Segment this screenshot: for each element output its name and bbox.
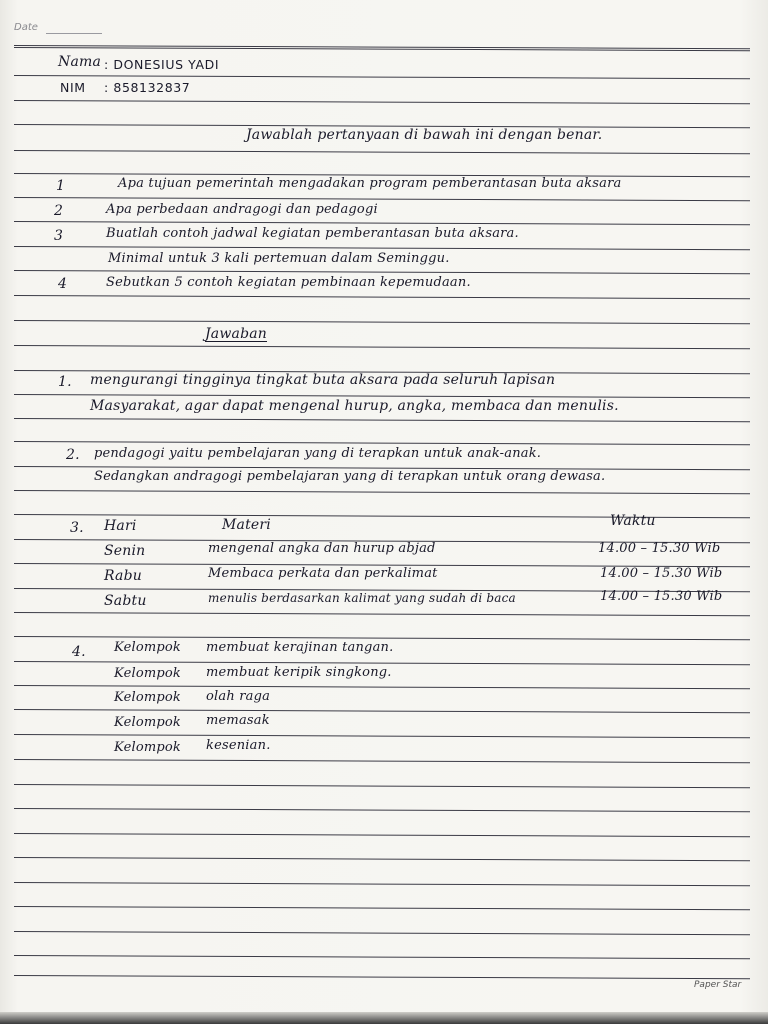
schedule-materi: mengenal angka dan hurup abjad: [208, 541, 436, 556]
rule-line: [14, 441, 750, 445]
rule-line: [14, 197, 750, 201]
activity-group: Kelompok: [114, 740, 181, 755]
rule-line: [14, 221, 750, 225]
schedule-time: 14.00 – 15.30 Wib: [600, 566, 723, 581]
question-text: Apa tujuan pemerintah mengadakan program pemberantasan buta aksara: [118, 176, 622, 191]
rule-line: [14, 320, 750, 324]
rule-line: [14, 345, 750, 349]
question-number: 3: [54, 228, 64, 244]
rule-line: [14, 45, 750, 51]
schedule-time: 14.00 – 15.30 Wib: [598, 541, 721, 556]
nim-value: : 858132837: [104, 80, 191, 95]
activity-group: Kelompok: [114, 666, 181, 681]
answers-heading: Jawaban: [205, 326, 268, 342]
answer-line: mengurangi tingginya tingkat buta aksara pada seluruh lapisan: [90, 372, 556, 388]
question-number: 1: [56, 178, 66, 194]
rule-line: [14, 270, 750, 274]
schedule-header-waktu: Waktu: [610, 513, 656, 529]
question-number: 2: [54, 203, 64, 219]
answer-line: pendagogi yaitu pembelajaran yang di terapkan untuk anak-anak.: [94, 446, 542, 461]
footer-brand: Paper Star: [694, 980, 742, 990]
rule-line: [14, 418, 750, 422]
question-text: Sebutkan 5 contoh kegiatan pembinaan kepemudaan.: [106, 275, 471, 290]
answer-number: 2.: [66, 447, 80, 463]
rule-line: [14, 100, 750, 104]
rule-line: [14, 833, 750, 837]
rule-line: [14, 759, 750, 763]
activity-text: kesenian.: [206, 738, 271, 753]
rule-line: [14, 906, 750, 910]
activity-group: Kelompok: [114, 640, 181, 655]
rule-line: [14, 490, 750, 494]
page-bottom-edge: [0, 1012, 768, 1024]
rule-line: [14, 784, 750, 788]
schedule-header-day: Hari: [104, 518, 137, 534]
rule-line: [14, 734, 750, 738]
activity-text: memasak: [206, 713, 270, 728]
rule-line: [14, 150, 750, 154]
schedule-day: Rabu: [104, 568, 142, 584]
answer-number: 4.: [72, 644, 86, 660]
rule-line: [14, 75, 750, 79]
rule-line: [14, 808, 750, 812]
schedule-time: 14.00 – 15.30 Wib: [600, 589, 723, 604]
activity-text: membuat kerajinan tangan.: [206, 640, 394, 655]
schedule-day: Senin: [104, 543, 146, 559]
question-text: Apa perbedaan andragogi dan pedagogi: [106, 202, 378, 217]
rule-line: [14, 612, 750, 616]
activity-group: Kelompok: [114, 715, 181, 730]
schedule-materi: menulis berdasarkan kalimat yang sudah di baca: [208, 591, 516, 605]
question-number: 4: [58, 276, 68, 292]
rule-line: [14, 882, 750, 886]
date-line: [46, 33, 102, 34]
activity-text: olah raga: [206, 689, 271, 704]
rule-line: [14, 295, 750, 299]
name-value: : DONESIUS YADI: [104, 57, 220, 72]
rule-line: [14, 857, 750, 861]
nim-label: NIM: [60, 80, 86, 95]
name-label: Nama: [58, 54, 102, 70]
rule-line: [14, 246, 750, 250]
rule-line: [14, 955, 750, 959]
activity-text: membuat keripik singkong.: [206, 665, 392, 680]
answer-number: 1.: [58, 374, 72, 390]
instruction-text: Jawablah pertanyaan di bawah ini dengan benar.: [246, 127, 603, 143]
schedule-materi: Membaca perkata dan perkalimat: [208, 566, 438, 581]
question-text: Buatlah contoh jadwal kegiatan pemberantasan buta aksara.: [106, 226, 519, 241]
date-label: Date: [14, 22, 38, 33]
rule-line: [14, 709, 750, 713]
rule-line: [14, 685, 750, 689]
answer-line: Masyarakat, agar dapat mengenal hurup, angka, membaca dan menulis.: [90, 398, 619, 414]
schedule-header-materi: Materi: [222, 517, 271, 533]
answer-number: 3.: [70, 520, 84, 536]
answer-line: Sedangkan andragogi pembelajaran yang di terapkan untuk orang dewasa.: [94, 469, 606, 484]
question-text-continued: Minimal untuk 3 kali pertemuan dalam Seminggu.: [108, 251, 450, 266]
schedule-day: Sabtu: [104, 593, 147, 609]
rule-line: [14, 975, 750, 979]
activity-group: Kelompok: [114, 690, 181, 705]
rule-line: [14, 931, 750, 935]
